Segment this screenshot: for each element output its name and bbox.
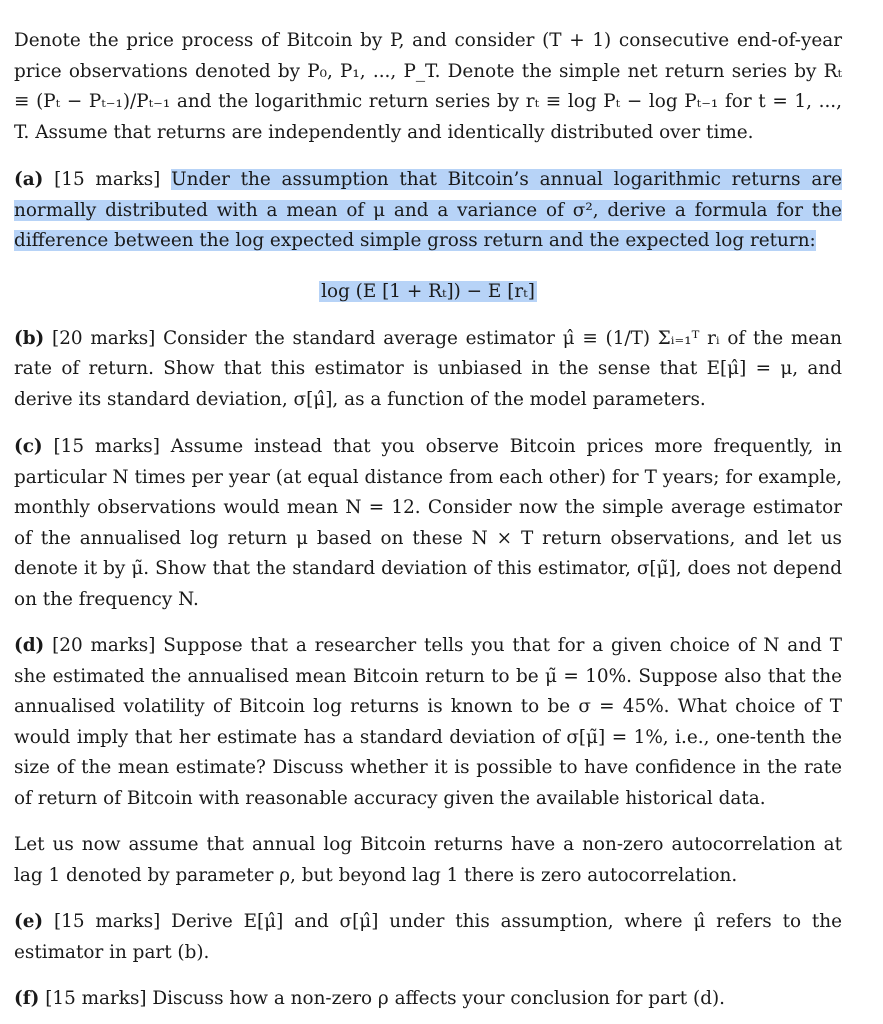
part-f-label: (f) [14,988,40,1009]
part-a-equation-row [14,277,842,307]
part-b [14,324,842,416]
part-d [14,631,842,814]
part-b-marks: [20 marks] [52,327,156,349]
part-a-label: (a) [14,169,44,190]
part-c-marks: [15 marks] [53,436,160,457]
part-c-label: (c) [14,436,43,457]
part-b-text: Consider the standard average estimator μ̂ ≡ (1/T) Σᵢ₌₁ᵀ rᵢ of the mean rate of return. Show that this estimator is unbiased in the sense that E[μ̂] = μ, and derive its standard deviation, σ[μ̂], as a function of the model parameters. [14,327,842,410]
document-page [14,26,842,1015]
autocorrelation-intro: Let us now assume that annual log Bitcoin returns have a non-zero autocorrelation at lag 1 denoted by parameter ρ, but beyond lag 1 there is zero autocorrelation. [14,834,842,886]
part-a-equation: log (E [1 + Rₜ]) − E [rₜ] [321,280,535,302]
part-e-text: Derive E[μ̂] and σ[μ̂] under this assumption, where μ̂ refers to the estimator in part (b). [14,911,842,963]
part-d-label: (d) [14,635,45,656]
part-f [14,984,842,1015]
intro-paragraph: Denote the price process of Bitcoin by P, and consider (T + 1) consecutive end-of-year price observations denoted by P₀, P₁, ..., P_T. Denote the simple net return series by Rₜ ≡ (Pₜ − Pₜ₋₁)/Pₜ₋₁ and the logarithmic return series by rₜ ≡ log Pₜ − log Pₜ₋₁ for t = 1, ..., T. Assume that returns are independently and identically distributed over time. [14,30,842,143]
part-a [14,165,842,257]
part-c [14,432,842,615]
part-d-text: Suppose that a researcher tells you that for a given choice of N and T she estimated the annualised mean Bitcoin return to be μ̃ = 10%. Suppose also that the annualised volatility of Bitcoin log returns is known to be σ = 45%. What choice of T would imply that her estimate has a standard deviation of σ[μ̃] = 1%, i.e., one-tenth the size of the mean estimate? Discuss whether it is possible to have confidence in the rate of return of Bitcoin with reasonable accuracy given the available historical data. [14,635,842,809]
part-c-text: Assume instead that you observe Bitcoin prices more frequently, in particular N times per year (at equal distance from each other) for T years; for example, monthly observations would mean N = 12. Consider now the simple average estimator of the annualised log return μ based on these N × T return observations, and let us denote it by μ̃. Show that the standard deviation of this estimator, σ[μ̃], does not depend on the frequency N. [14,436,842,610]
part-f-marks: [15 marks] [45,988,147,1009]
part-a-text-highlighted: Under the assumption that Bitcoin’s annual logarithmic returns are normally distributed with a mean of μ and a variance of σ², derive a formula for the difference between the log expected simple gross return and the expected log return: [14,169,842,251]
part-a-marks: [15 marks] [54,169,161,190]
part-d-marks: [20 marks] [52,635,156,656]
part-e-marks: [15 marks] [53,911,161,932]
part-f-text: Discuss how a non-zero ρ affects your conclusion for part (d). [152,988,725,1009]
part-e-label: (e) [14,911,44,932]
part-e [14,907,842,968]
part-b-label: (b) [14,327,45,349]
